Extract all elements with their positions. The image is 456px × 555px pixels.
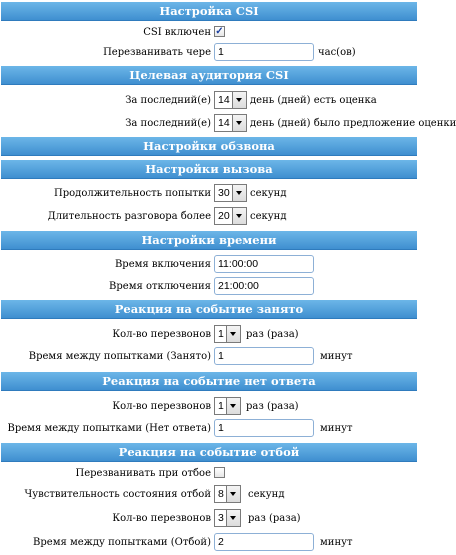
reject-count-select[interactable]	[214, 509, 241, 527]
no-answer-interval-row	[0, 418, 419, 440]
time-on-row	[0, 254, 419, 276]
time-off-row	[0, 276, 419, 298]
busy-count-row	[0, 324, 419, 346]
busy-interval-unit: минут	[320, 351, 353, 362]
no-answer-interval-input[interactable]: 1	[214, 419, 314, 437]
busy-count-unit: раз (раза)	[246, 329, 299, 340]
csi-enabled-label: CSI включен	[143, 27, 211, 38]
talk-duration-label: Длительность разговора более	[47, 211, 211, 222]
attempt-duration-unit: секунд	[250, 188, 287, 199]
last-rated-unit: день (дней) есть оценка	[250, 95, 377, 106]
chevron-down-icon	[226, 510, 240, 526]
chevron-down-icon	[226, 486, 240, 502]
attempt-duration-value: 30	[218, 187, 230, 199]
recall-label: Перезванивать чере	[103, 47, 211, 58]
no-answer-count-row	[0, 396, 419, 418]
section-header-call-settings: Настройки вызова	[1, 160, 417, 179]
recall-row	[0, 42, 419, 64]
chevron-down-icon	[232, 185, 246, 201]
busy-count-value: 1	[218, 328, 224, 340]
section-header-time: Настройки времени	[1, 231, 417, 250]
chevron-down-icon	[226, 326, 240, 342]
busy-interval-row	[0, 346, 419, 368]
no-answer-count-unit: раз (раза)	[246, 401, 299, 412]
time-off-label: Время отключения	[109, 281, 211, 292]
last-offered-label: За последний(е)	[125, 118, 211, 129]
reject-interval-unit: минут	[320, 537, 353, 548]
csi-enabled-checkbox[interactable]: ✓	[215, 26, 224, 37]
reject-interval-row	[0, 532, 419, 554]
chevron-down-icon	[232, 115, 246, 131]
reject-recall-row	[0, 463, 419, 485]
recall-unit: час(ов)	[318, 47, 356, 58]
reject-interval-input[interactable]: 2	[214, 533, 314, 551]
busy-interval-label: Время между попытками (Занято)	[28, 351, 211, 362]
chevron-down-icon	[232, 92, 246, 108]
recall-input[interactable]: 1	[214, 43, 314, 61]
no-answer-count-value: 1	[218, 400, 224, 412]
reject-count-label: Кол-во перезвонов	[112, 513, 211, 524]
time-off-input[interactable]: 21:00:00	[214, 277, 314, 295]
reject-recall-label: Перезванивать при отбое	[75, 468, 211, 479]
reject-count-row	[0, 508, 419, 530]
time-on-label: Время включения	[114, 259, 211, 270]
sensitivity-label: Чувствительность состояния отбой	[24, 489, 211, 500]
reject-interval-label: Время между попытками (Отбой)	[33, 537, 211, 548]
no-answer-count-select[interactable]	[214, 397, 241, 415]
reject-count-value: 3	[218, 512, 224, 524]
attempt-duration-label: Продолжительность попытки	[54, 188, 211, 199]
talk-duration-row	[0, 206, 419, 228]
no-answer-interval-unit: минут	[320, 423, 353, 434]
section-header-csi: Настройка CSI	[1, 2, 417, 21]
reject-count-unit: раз (раза)	[248, 513, 301, 524]
attempt-duration-row	[0, 183, 419, 205]
last-rated-value: 14	[218, 94, 230, 106]
no-answer-count-label: Кол-во перезвонов	[112, 401, 211, 412]
last-offered-unit: день (дней) было предложение оценки	[250, 118, 456, 129]
sensitivity-select[interactable]	[214, 485, 241, 503]
section-header-calls: Настройки обзвона	[1, 137, 417, 156]
talk-duration-value: 20	[218, 210, 230, 222]
chevron-down-icon	[232, 208, 246, 224]
sensitivity-unit: секунд	[248, 489, 285, 500]
attempt-duration-select[interactable]	[214, 184, 247, 202]
section-header-audience: Целевая аудитория CSI	[1, 66, 417, 85]
section-header-reject: Реакция на событие отбой	[1, 443, 417, 462]
talk-duration-unit: секунд	[250, 211, 287, 222]
busy-count-label: Кол-во перезвонов	[112, 329, 211, 340]
talk-duration-select[interactable]	[214, 207, 247, 225]
time-on-input[interactable]: 11:00:00	[214, 255, 314, 273]
section-header-no-answer: Реакция на событие нет ответа	[1, 372, 417, 391]
busy-interval-input[interactable]: 1	[214, 347, 314, 365]
csi-enabled-row	[0, 22, 419, 44]
last-rated-label: За последний(е)	[125, 95, 211, 106]
sensitivity-value: 8	[218, 488, 224, 500]
no-answer-interval-label: Время между попытками (Нет ответа)	[7, 423, 211, 434]
reject-recall-checkbox[interactable]	[214, 467, 225, 478]
sensitivity-row	[0, 484, 419, 506]
busy-count-select[interactable]	[214, 325, 241, 343]
last-offered-row	[0, 113, 456, 135]
last-rated-row	[0, 90, 419, 112]
last-offered-value: 14	[218, 117, 230, 129]
last-offered-select[interactable]	[214, 114, 247, 132]
chevron-down-icon	[226, 398, 240, 414]
section-header-busy: Реакция на событие занято	[1, 300, 417, 319]
last-rated-select[interactable]	[214, 91, 247, 109]
